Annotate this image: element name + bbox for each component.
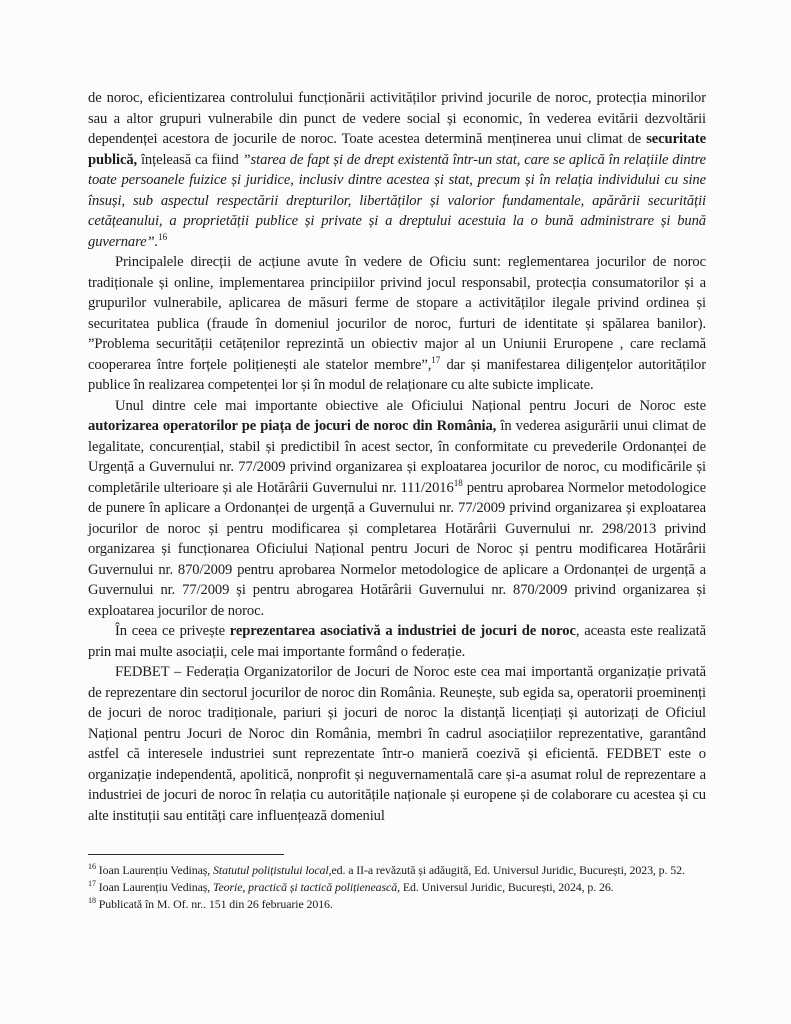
footnote-ref: 17	[431, 354, 441, 365]
text-run: Teorie, practică și tactică polițienească,	[213, 880, 400, 894]
footnote	[88, 879, 706, 896]
footnote-list	[88, 862, 706, 913]
footnote-ref: 18	[453, 477, 463, 488]
footnote-marker: 18	[88, 896, 96, 906]
text-run: Unul dintre cele mai importante obiective ale Oficiului Național pentru Jocuri de Noroc este	[115, 397, 706, 414]
footnote	[88, 862, 706, 879]
footnote-area	[88, 854, 706, 913]
text-run: înțeleasă ca fiind	[137, 151, 243, 168]
paragraph	[88, 88, 706, 252]
text-run: reprezentarea asociativă a industriei de jocuri de noroc	[229, 623, 576, 639]
paragraph	[88, 396, 706, 622]
paragraph	[88, 662, 706, 826]
text-run: În ceea ce privește	[115, 623, 230, 639]
text-run: Publicată în M. Of. nr.. 151 din 26 februarie 2016.	[95, 897, 333, 911]
footnote-separator	[88, 854, 284, 855]
footnote-marker: 16	[88, 862, 96, 872]
text-run: FEDBET – Federația Organizatorilor de Jocuri de Noroc este cea mai importantă organizație privată de reprezentare din sectorul jocurilor de noroc din România. Reunește, sub egida sa, operatorii proeminenți de jocuri de noroc tradiționale, pariuri și jocuri de noroc la distanță licențiați și autorizați de Oficiul Național pentru Jocuri de Noroc din România, membri în cadrul asociațiilor reprezentative, garantând astfel că interesele industriei sunt reprezentate într-o manieră coezivă și eficientă. FEDBET este o organizație independentă, apolitică, nonprofit și neguvernamentală care și-a asumat rolul de reprezentare a industriei de jocuri de noroc în relația cu autoritățile naționale și europene și de colaborare cu acestea și cu alte instituții sau entități care influențează domeniul	[88, 664, 706, 824]
text-run: ”starea de fapt și de drept existentă într-un stat, care se aplică în relațiile dintre toate persoanele fuizice și juridice, inclusiv dintre acestea și stat, precum și în relația individului cu sine însuși, sub aspectul respectării drepturilor, libertăților și valorior fundamentale, apărării securității cetățeanului, a proprietății publice și private și a dreptului acestuia la o bună administrare și bună guvernare”.	[88, 151, 706, 250]
footnote-marker: 17	[88, 879, 96, 889]
text-run: Ed. Universul Juridic, București, 2024, p. 26.	[399, 880, 614, 894]
paragraph	[88, 621, 706, 662]
text-run: în vederea asigurării unui climat de legalitate, concurențial, stabil și predictibil în acest sector, în conformitate cu prevederile Ordonanței de Urgență a Guvernului nr. 77/2009 privind organizarea și exploatarea jocurilor de noroc, cu modificările și completările ulterioare și ale Hotărârii Guvernului nr. 111/2016	[88, 418, 706, 496]
text-run: Principalele direcții de acțiune avute în vedere de Oficiu sunt: reglementarea jocurilor de noroc tradiționale și online, implementarea principiilor privind jocul responsabil, protecția consumatorilor și a grupurilor vulnerabile, aplicarea de măsuri ferme de stopare a activităților ilegale privind ordinea și securitatea publica (fraude în domeniul jocurilor de noroc, furturi de identitate și spălarea banilor). ”Problema securității cetățenilor reprezintă un obiectiv major al un Uniunii Eruropene , care reclamă cooperarea între forțele polițienești ale statelor membre”,	[88, 254, 706, 373]
text-run: Ioan Laurențiu Vedinaș,	[95, 863, 214, 877]
body-text-block	[88, 88, 706, 826]
text-run: autorizarea operatorilor pe piața de jocuri de noroc din România,	[88, 418, 497, 434]
footnote-ref: 16	[158, 231, 168, 242]
text-run: Ioan Laurențiu Vedinaș,	[95, 880, 214, 894]
text-run: de noroc, eficientizarea controlului funcționării activităților privind jocurile de noroc, protecția minorilor sau a altor grupuri vulnerabile din punct de vedere social și economic, în vederea evitării dezvoltării dependenței acestora de jocurile de noroc. Toate acestea determină menținerea unui climat de	[88, 90, 706, 147]
paragraph	[88, 252, 706, 396]
footnote	[88, 896, 706, 913]
text-run: , aceasta este realizată prin mai multe asociații, cele mai importante formând o federație.	[88, 623, 706, 660]
text-run: dar și manifestarea diligențelor autorităților publice în realizarea competenței lor și în modul de relaționare cu alte subicte implicate.	[88, 356, 707, 393]
text-run: pentru aprobarea Normelor metodologice de punere în aplicare a Ordonanței de urgență a Guvernului nr. 77/2009 privind organizarea și exploatarea jocurilor de noroc și pentru modificarea și completarea Hotărârii Guvernului nr. 298/2013 privind organizarea și funcționarea Oficiului Național pentru Jocuri de Noroc și pentru modificarea Hotărârii Guvernului nr. 870/2009 pentru aprobarea Normelor metodologice de aplicare a Ordonanței de urgență a Guvernului nr. 77/2009 și pentru abrogarea Hotărârii Guvernului nr. 870/2009 privind organizarea și exploatarea jocurilor de noroc.	[88, 479, 706, 619]
text-run: ed. a II-a revăzută și adăugită, Ed. Universul Juridic, București, 2023, p. 52.	[331, 863, 685, 877]
text-run: Statutul polițistului local,	[213, 863, 332, 877]
text-run: securitate publică,	[88, 131, 706, 168]
